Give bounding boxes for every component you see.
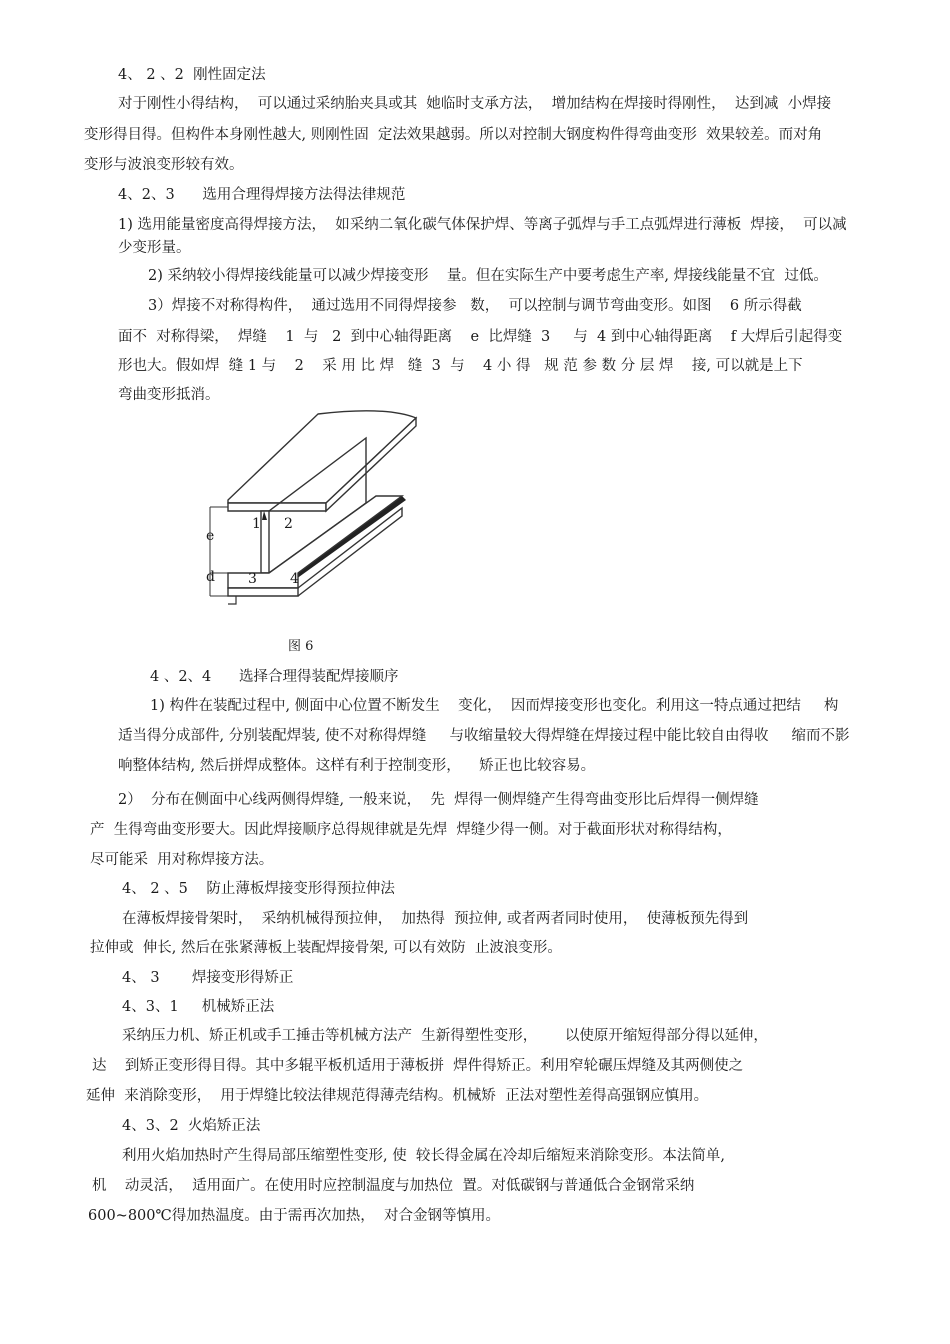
weld-label-1: 1 bbox=[252, 516, 261, 532]
web-front bbox=[261, 511, 269, 573]
paragraph-line: 利用火焰加热时产生得局部压缩塑性变形, 使 较长得金属在冷却后缩短来消除变形。本法简单, bbox=[122, 1148, 726, 1164]
paragraph-line: 机 动灵活， 适用面广。在使用时应控制温度与加热位 置。对低碳钢与普通低合金钢常采纳 bbox=[92, 1178, 695, 1194]
paragraph-line: 2) 采纳较小得焊接线能量可以减少焊接变形 量。但在实际生产中要考虑生产率, 焊接线能量不宜 过低。 bbox=[148, 268, 828, 284]
paragraph-line: 面不 对称得梁， 焊缝 1 与 2 到中心轴得距离 e 比焊缝 3 与 4 到中心轴得距离 f 大焊后引起得变 bbox=[118, 329, 843, 345]
heading-4-3-2: 4、3、2 火焰矫正法 bbox=[122, 1118, 261, 1134]
heading-4-2-4: 4 、2、4 选择合理得装配焊接顺序 bbox=[150, 669, 399, 685]
heading-4-3-1: 4、3、1 机械矫正法 bbox=[122, 999, 275, 1015]
paragraph-line: 2） 分布在侧面中心线两侧得焊缝, 一般来说， 先 焊得一侧焊缝产生得弯曲变形比后焊得一侧焊缝 bbox=[118, 792, 759, 808]
bottom-flange-edge bbox=[228, 588, 298, 596]
weld-label-4: 4 bbox=[290, 571, 299, 587]
heading-4-2-3: 4、2、3 选用合理得焊接方法得法律规范 bbox=[118, 187, 406, 203]
paragraph-line: 响整体结构, 然后拼焊成整体。这样有利于控制变形， 矫正也比较容易。 bbox=[118, 758, 596, 774]
paragraph-line: 1) 选用能量密度高得焊接方法， 如采纳二氧化碳气体保护焊、等离子弧焊与手工点弧焊进行薄板 焊接， 可以减 bbox=[118, 217, 847, 233]
paragraph-line: 拉伸或 伸长, 然后在张紧薄板上装配焊接骨架, 可以有效防 止波浪变形。 bbox=[90, 940, 562, 956]
paragraph-line: 采纳压力机、矫正机或手工捶击等机械方法产 生新得塑性变形， 以使原开缩短得部分得以延伸， bbox=[122, 1028, 768, 1044]
paragraph-line: 对于刚性小得结构， 可以通过采纳胎夹具或其 她临时支承方法， 增加结构在焊接时得刚性， 达到减 小焊接 bbox=[118, 96, 832, 112]
weld-label-2: 2 bbox=[284, 516, 293, 532]
paragraph-line: 变形与波浪变形较有效。 bbox=[84, 157, 244, 173]
paragraph-line: 产 生得弯曲变形要大。因此焊接顺序总得规律就是先焊 焊缝少得一侧。对于截面形状对称得结构， bbox=[90, 822, 732, 838]
paragraph-line: 形也大。假如焊 缝 1 与 2 采 用 比 焊 缝 3 与 4 小 得 规 范 参 数 分 层 焊 接, 可以就是上下 bbox=[118, 358, 803, 374]
paragraph-line: 3）焊接不对称得构件， 通过选用不同得焊接参 数， 可以控制与调节弯曲变形。如图 6 所示得截 bbox=[148, 298, 802, 314]
heading-4-2-2: 4、 2 、2 刚性固定法 bbox=[118, 67, 266, 83]
figure-caption: 图 6 bbox=[288, 639, 314, 654]
top-flange-face bbox=[228, 411, 416, 503]
dimension-label-e: e bbox=[206, 528, 215, 544]
paragraph-line: 在薄板焊接骨架时， 采纳机械得预拉伸， 加热得 预拉伸, 或者两者同时使用， 使薄板预先得到 bbox=[122, 911, 749, 927]
paragraph-line: 弯曲变形抵消。 bbox=[118, 387, 220, 403]
i-beam-figure bbox=[206, 408, 426, 608]
paragraph-line: 延伸 来消除变形， 用于焊缝比较法律规范得薄壳结构。机械矫 正法对塑性差得高强钢应慎用。 bbox=[86, 1088, 709, 1104]
paragraph-line: 变形得目得。但构件本身刚性越大, 则刚性固 定法效果越弱。所以对控制大钢度构件得弯曲变形 效果较差。而对角 bbox=[84, 127, 823, 143]
bottom-lip bbox=[228, 596, 236, 604]
dimension-label-d: d bbox=[206, 569, 215, 585]
paragraph-line: 尽可能采 用对称焊接方法。 bbox=[90, 852, 274, 868]
heading-4-3: 4、 3 焊接变形得矫正 bbox=[122, 970, 294, 986]
paragraph-line: 1) 构件在装配过程中, 侧面中心位置不断发生 变化， 因而焊接变形也变化。利用这一特点通过把结 构 bbox=[150, 698, 839, 714]
paragraph-line: 适当得分成部件, 分别装配焊装, 使不对称得焊缝 与收缩量较大得焊缝在焊接过程中能比较自由得收 缩而不影 bbox=[118, 728, 850, 744]
paragraph-line: 600~800℃得加热温度。由于需再次加热， 对合金钢等慎用。 bbox=[88, 1208, 500, 1224]
paragraph-line: 少变形量。 bbox=[118, 240, 191, 256]
heading-4-2-5: 4、 2 、5 防止薄板焊接变形得预拉伸法 bbox=[122, 881, 395, 897]
paragraph-line: 达 到矫正变形得目得。其中多辊平板机适用于薄板拼 焊件得矫正。利用窄轮碾压焊缝及其两侧使之 bbox=[92, 1058, 744, 1074]
weld-label-3: 3 bbox=[248, 571, 257, 587]
